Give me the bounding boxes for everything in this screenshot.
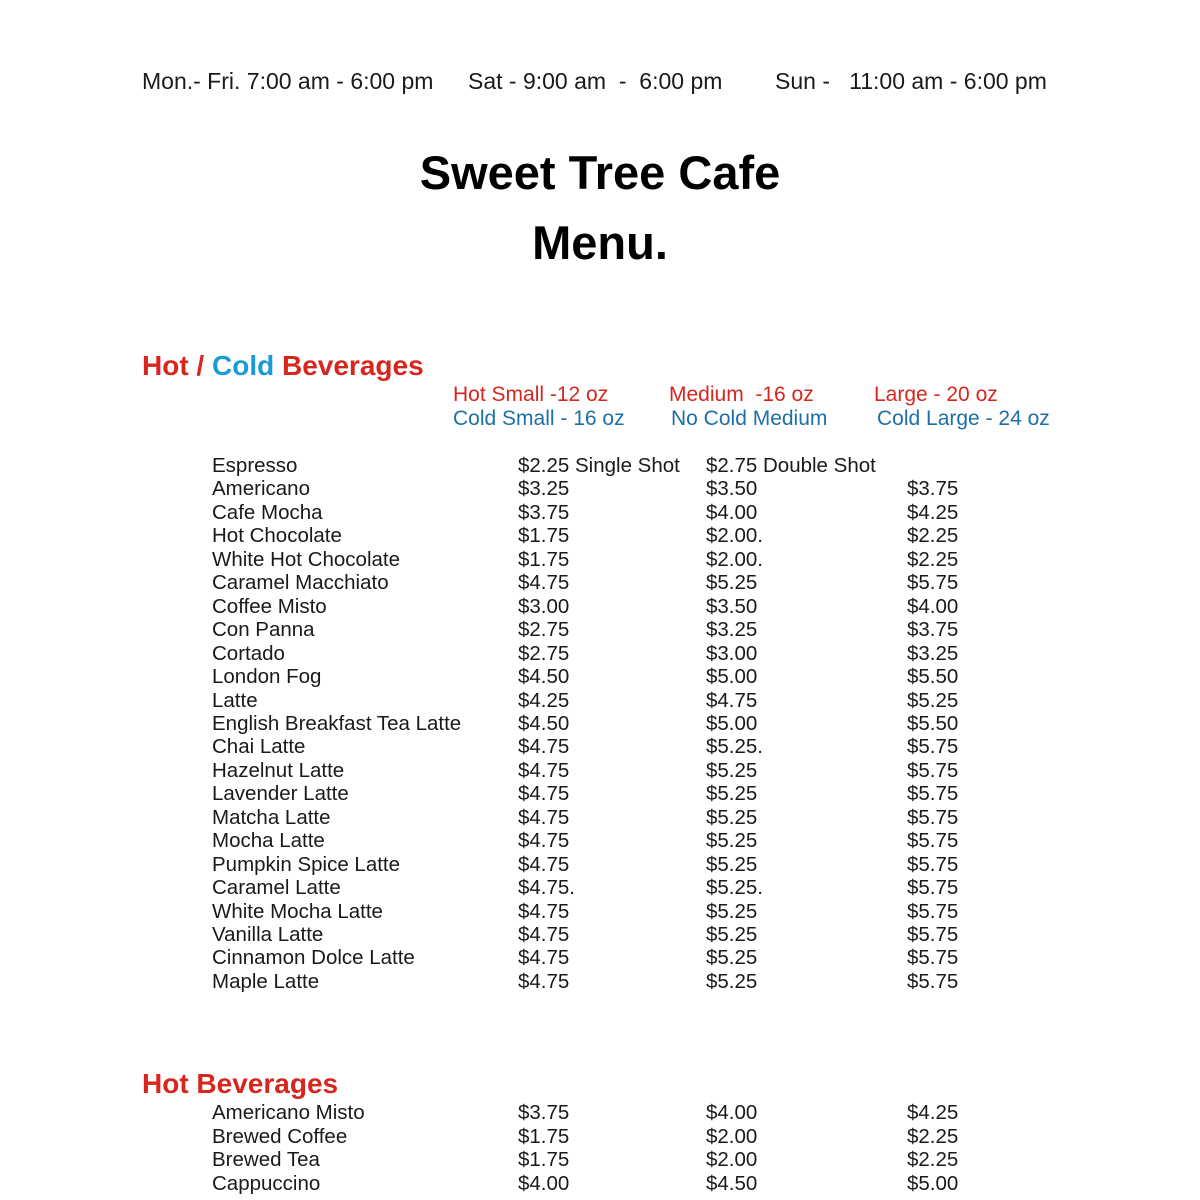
price-small: $1.75 [518, 547, 570, 571]
price-small: $4.75 [518, 829, 570, 853]
price-small: $4.75 [518, 571, 570, 595]
item-name: Hot Chocolate [212, 524, 342, 548]
item-name: White Hot Chocolate [212, 547, 401, 571]
price-large: $5.75 [907, 876, 959, 900]
price-large: $2.25 [907, 1148, 959, 1172]
price-small: $1.75 [518, 1148, 570, 1172]
price-large: $5.00 [907, 1171, 959, 1195]
price-medium: $4.75 [706, 688, 758, 712]
menu-item-row [0, 1125, 1200, 1149]
menu-item-row [0, 501, 1200, 525]
menu-item-row [0, 806, 1200, 830]
item-name: Cafe Mocha [212, 500, 323, 524]
price-large: $5.25 [907, 688, 959, 712]
hot-beverages-heading [142, 1068, 338, 1100]
menu-item-row [0, 923, 1200, 947]
menu-item-row [0, 970, 1200, 994]
price-medium: $2.00 [706, 1124, 758, 1148]
size-cold-medium: No Cold Medium [671, 407, 828, 430]
menu-item-row [0, 876, 1200, 900]
price-small: $1.75 [518, 524, 570, 548]
price-small: $4.75 [518, 852, 570, 876]
item-name: Mocha Latte [212, 829, 325, 853]
menu-item-row [0, 548, 1200, 572]
saturday-hours: Sat - 9:00 am - 6:00 pm [468, 68, 723, 94]
price-large: $5.75 [907, 899, 959, 923]
menu-item-row [0, 689, 1200, 713]
price-medium: $5.25 [706, 758, 758, 782]
heading-cold-word: Cold [212, 350, 275, 381]
price-large: $5.75 [907, 571, 959, 595]
item-name: Cappuccino [212, 1171, 321, 1195]
price-small: $4.50 [518, 711, 570, 735]
item-name: Brewed Coffee [212, 1124, 348, 1148]
menu-item-row [0, 595, 1200, 619]
menu-item-row [0, 524, 1200, 548]
menu-title: Menu. [532, 216, 668, 269]
price-medium: $5.25 [706, 852, 758, 876]
store-hours [0, 68, 1200, 102]
price-small: $4.75 [518, 805, 570, 829]
price-small: $4.75 [518, 758, 570, 782]
price-small: $4.75 [518, 969, 570, 993]
price-large: $5.50 [907, 665, 959, 689]
item-name: Caramel Latte [212, 876, 341, 900]
menu-item-row [0, 1101, 1200, 1125]
price-large: $3.75 [907, 477, 959, 501]
item-name: London Fog [212, 665, 322, 689]
price-large: $5.75 [907, 852, 959, 876]
hot-cold-heading [142, 350, 424, 382]
price-large: $5.75 [907, 946, 959, 970]
menu-item-row [0, 946, 1200, 970]
item-name: Espresso [212, 454, 298, 477]
price-medium: $2.75 Double Shot [706, 454, 876, 477]
price-small: $2.75 [518, 641, 570, 665]
price-small: $4.50 [518, 665, 570, 689]
menu-item-row [0, 735, 1200, 759]
price-medium: $5.00 [706, 665, 758, 689]
size-cold-small: Cold Small - 16 oz [453, 407, 625, 430]
item-name: English Breakfast Tea Latte [212, 711, 462, 735]
menu-item-row [0, 853, 1200, 877]
menu-item-row [0, 782, 1200, 806]
price-medium: $2.00. [706, 547, 763, 571]
price-large: $4.25 [907, 500, 959, 524]
sunday-hours: Sun - 11:00 am - 6:00 pm [775, 68, 1047, 94]
price-small: $4.00 [518, 1171, 570, 1195]
menu-item-row [0, 571, 1200, 595]
price-small: $4.75 [518, 735, 570, 759]
price-medium: $4.00 [706, 1101, 758, 1124]
price-large: $2.25 [907, 524, 959, 548]
price-small: $2.25 Single Shot [518, 454, 680, 477]
price-medium: $3.25 [706, 618, 758, 642]
price-medium: $3.50 [706, 477, 758, 501]
price-small: $4.75. [518, 876, 575, 900]
price-medium: $5.25 [706, 805, 758, 829]
price-small: $3.75 [518, 1101, 570, 1124]
heading-beverages-word: Beverages [274, 350, 424, 381]
price-medium: $2.00. [706, 524, 763, 548]
item-name: Matcha Latte [212, 805, 331, 829]
menu-item-row [0, 900, 1200, 924]
menu-item-row [0, 618, 1200, 642]
price-medium: $4.00 [706, 500, 758, 524]
item-name: Cortado [212, 641, 285, 665]
menu-item-row [0, 665, 1200, 689]
menu-item-row [0, 829, 1200, 853]
price-small: $2.75 [518, 618, 570, 642]
menu-item-row [0, 1148, 1200, 1172]
cafe-name: Sweet Tree Cafe [419, 146, 781, 199]
price-medium: $5.25. [706, 876, 763, 900]
price-small: $3.75 [518, 500, 570, 524]
price-medium: $5.25 [706, 571, 758, 595]
menu-item-row [0, 759, 1200, 783]
price-medium: $5.25 [706, 969, 758, 993]
price-large: $3.75 [907, 618, 959, 642]
size-medium: Medium -16 oz [669, 383, 814, 406]
price-medium: $5.00 [706, 711, 758, 735]
item-name: Americano [212, 477, 310, 501]
item-name: Con Panna [212, 618, 315, 642]
item-name: Latte [212, 688, 258, 712]
item-name: Americano Misto [212, 1101, 365, 1124]
price-medium: $5.25 [706, 923, 758, 946]
size-large: Large - 20 oz [874, 383, 998, 406]
item-name: Lavender Latte [212, 782, 349, 806]
price-medium: $5.25. [706, 735, 763, 759]
item-name: White Mocha Latte [212, 899, 383, 923]
price-medium: $3.50 [706, 594, 758, 618]
menu-item-row [0, 454, 1200, 478]
price-large: $2.25 [907, 1124, 959, 1148]
price-medium: $5.25 [706, 899, 758, 923]
weekday-hours: Mon.- Fri. 7:00 am - 6:00 pm [142, 68, 434, 94]
heading-hot-word: Hot [142, 350, 189, 381]
item-name: Coffee Misto [212, 594, 327, 618]
heading-separator: / [188, 350, 212, 381]
price-large: $3.25 [907, 641, 959, 665]
price-large: $5.75 [907, 805, 959, 829]
item-name: Pumpkin Spice Latte [212, 852, 401, 876]
price-medium: $2.00 [706, 1148, 758, 1172]
item-name: Chai Latte [212, 735, 306, 759]
menu-item-row [0, 1172, 1200, 1196]
price-small: $4.75 [518, 923, 570, 946]
price-medium: $5.25 [706, 829, 758, 853]
price-large: $5.75 [907, 969, 959, 993]
price-large: $5.75 [907, 758, 959, 782]
item-name: Caramel Macchiato [212, 571, 389, 595]
price-medium: $5.25 [706, 946, 758, 970]
item-name: Brewed Tea [212, 1148, 320, 1172]
price-small: $3.00 [518, 594, 570, 618]
price-large: $4.00 [907, 594, 959, 618]
price-large: $5.75 [907, 735, 959, 759]
price-small: $4.75 [518, 782, 570, 806]
item-name: Hazelnut Latte [212, 758, 345, 782]
price-large: $5.50 [907, 711, 959, 735]
price-large: $4.25 [907, 1101, 959, 1124]
price-large: $2.25 [907, 547, 959, 571]
price-medium: $4.50 [706, 1171, 758, 1195]
price-medium: $5.25 [706, 782, 758, 806]
price-large: $5.75 [907, 829, 959, 853]
menu-item-row [0, 712, 1200, 736]
price-large: $5.75 [907, 923, 959, 946]
item-name: Cinnamon Dolce Latte [212, 946, 415, 970]
price-large: $5.75 [907, 782, 959, 806]
item-name: Maple Latte [212, 969, 320, 993]
price-small: $3.25 [518, 477, 570, 501]
menu-item-row [0, 642, 1200, 666]
price-small: $4.75 [518, 946, 570, 970]
menu-item-row [0, 477, 1200, 501]
price-small: $4.25 [518, 688, 570, 712]
size-cold-large: Cold Large - 24 oz [877, 407, 1050, 430]
price-medium: $3.00 [706, 641, 758, 665]
price-small: $4.75 [518, 899, 570, 923]
item-name: Vanilla Latte [212, 923, 324, 946]
price-small: $1.75 [518, 1124, 570, 1148]
hot-beverages-heading-text: Hot Beverages [142, 1068, 339, 1099]
size-hot-small: Hot Small -12 oz [453, 383, 609, 406]
